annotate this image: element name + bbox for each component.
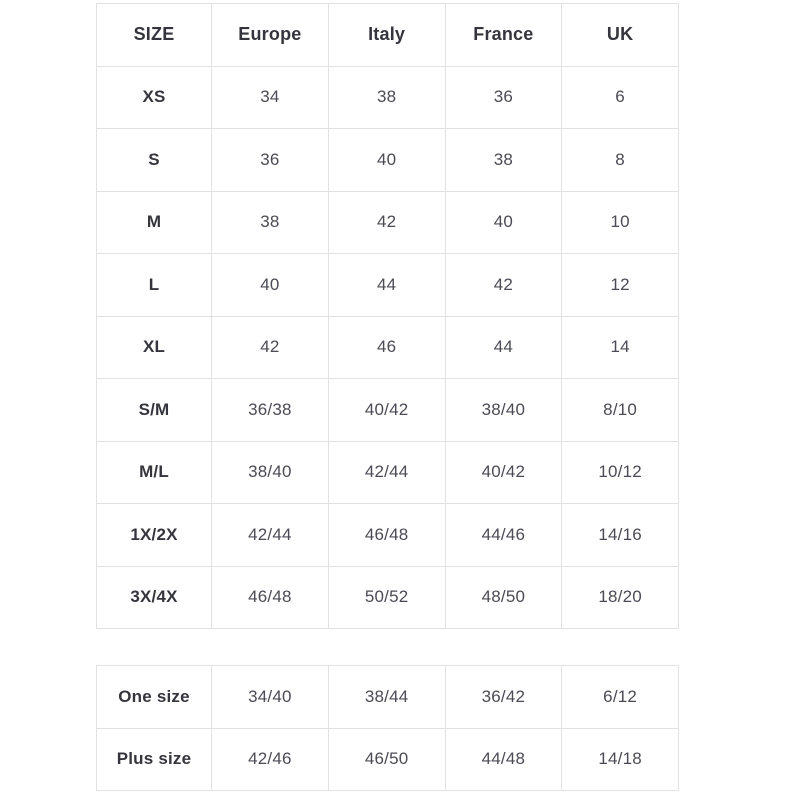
row-label: S/M	[97, 379, 212, 442]
column-header: UK	[562, 4, 679, 67]
size-value-cell: 14	[562, 316, 679, 379]
size-value-cell: 42/44	[328, 441, 445, 504]
header-row	[97, 4, 679, 67]
row-label: XL	[97, 316, 212, 379]
size-value-cell: 34/40	[212, 666, 329, 729]
column-header: Europe	[212, 4, 329, 67]
size-value-cell: 46/50	[328, 728, 445, 791]
size-value-cell: 8	[562, 129, 679, 192]
size-value-cell: 36/38	[212, 379, 329, 442]
size-value-cell: 12	[562, 254, 679, 317]
size-value-cell: 44/48	[445, 728, 562, 791]
size-value-cell: 6	[562, 66, 679, 129]
size-value-cell: 36	[445, 66, 562, 129]
size-value-cell: 42	[445, 254, 562, 317]
size-value-cell: 38	[445, 129, 562, 192]
table-row	[97, 504, 679, 567]
size-value-cell: 44	[445, 316, 562, 379]
table-row	[97, 316, 679, 379]
size-value-cell: 14/16	[562, 504, 679, 567]
table-row	[97, 129, 679, 192]
size-value-cell: 34	[212, 66, 329, 129]
size-value-cell: 40/42	[445, 441, 562, 504]
table-row	[97, 441, 679, 504]
size-value-cell: 46	[328, 316, 445, 379]
size-value-cell: 38/40	[445, 379, 562, 442]
size-value-cell: 46/48	[212, 566, 329, 629]
table-row	[97, 566, 679, 629]
table-row	[97, 666, 679, 729]
row-label: One size	[97, 666, 212, 729]
row-label: 3X/4X	[97, 566, 212, 629]
size-value-cell: 42/44	[212, 504, 329, 567]
size-value-cell: 48/50	[445, 566, 562, 629]
size-value-cell: 38	[212, 191, 329, 254]
size-value-cell: 44	[328, 254, 445, 317]
size-value-cell: 44/46	[445, 504, 562, 567]
size-value-cell: 38/44	[328, 666, 445, 729]
size-value-cell: 36/42	[445, 666, 562, 729]
special-size-table	[96, 665, 679, 791]
size-conversion-table	[96, 3, 679, 629]
table-row	[97, 379, 679, 442]
size-value-cell: 10	[562, 191, 679, 254]
table-row	[97, 66, 679, 129]
size-value-cell: 14/18	[562, 728, 679, 791]
column-header: SIZE	[97, 4, 212, 67]
table-row	[97, 191, 679, 254]
row-label: XS	[97, 66, 212, 129]
size-value-cell: 40	[212, 254, 329, 317]
column-header: Italy	[328, 4, 445, 67]
row-label: S	[97, 129, 212, 192]
size-value-cell: 6/12	[562, 666, 679, 729]
table-row	[97, 728, 679, 791]
row-label: M/L	[97, 441, 212, 504]
size-value-cell: 18/20	[562, 566, 679, 629]
size-value-cell: 38	[328, 66, 445, 129]
size-value-cell: 46/48	[328, 504, 445, 567]
row-label: 1X/2X	[97, 504, 212, 567]
size-value-cell: 40	[445, 191, 562, 254]
size-value-cell: 42	[212, 316, 329, 379]
size-value-cell: 8/10	[562, 379, 679, 442]
size-value-cell: 40	[328, 129, 445, 192]
row-label: M	[97, 191, 212, 254]
size-value-cell: 42/46	[212, 728, 329, 791]
column-header: France	[445, 4, 562, 67]
row-label: Plus size	[97, 728, 212, 791]
size-value-cell: 38/40	[212, 441, 329, 504]
row-label: L	[97, 254, 212, 317]
size-value-cell: 36	[212, 129, 329, 192]
size-value-cell: 40/42	[328, 379, 445, 442]
size-value-cell: 50/52	[328, 566, 445, 629]
size-value-cell: 42	[328, 191, 445, 254]
table-row	[97, 254, 679, 317]
size-value-cell: 10/12	[562, 441, 679, 504]
